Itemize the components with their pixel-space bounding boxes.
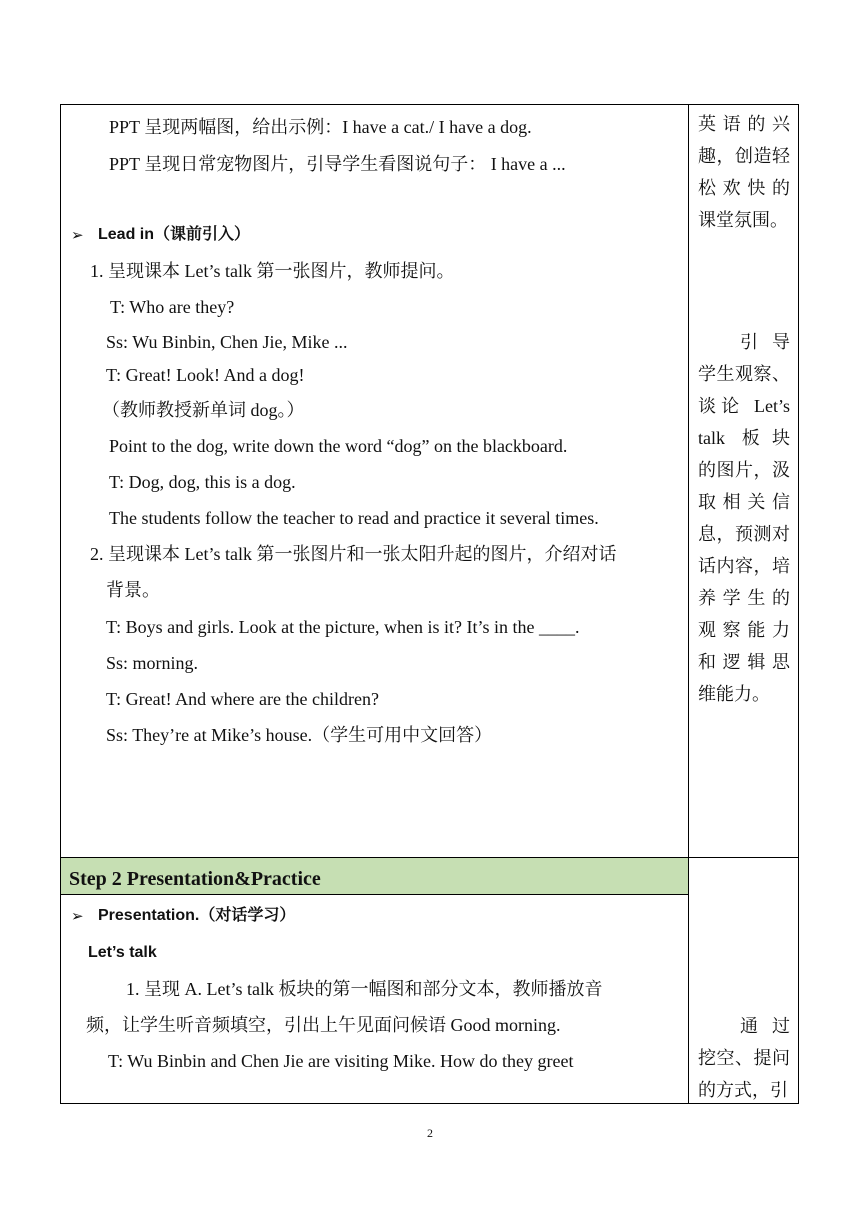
text-line: 背景。 <box>106 580 160 600</box>
arrow-bullet-icon: ➢ <box>71 226 84 244</box>
note-line: 松欢快的 <box>698 178 790 198</box>
text-line: T: Wu Binbin and Chen Jie are visiting Mike. How do they greet <box>108 1051 574 1071</box>
text-line: PPT 呈现日常宠物图片，引导学生看图说句子： I have a ... <box>109 154 566 174</box>
text-line: Ss: morning. <box>106 653 199 673</box>
column-divider <box>688 104 689 1104</box>
note-line: 维能力。 <box>698 684 770 704</box>
text-line: Ss: They’re at Mike’s house.（学生可用中文回答） <box>106 725 493 745</box>
note-line: 话内容，培 <box>698 556 790 576</box>
section-heading: Lead in（课前引入） <box>98 226 251 243</box>
note-line: talk 板块 <box>698 428 790 448</box>
subsection-heading: Let’s talk <box>88 944 157 961</box>
note-line: 养学生的 <box>698 588 790 608</box>
note-line: 取相关信 <box>698 492 790 512</box>
text-line: 1. 呈现 A. Let’s talk 板块的第一幅图和部分文本，教师播放音 <box>126 979 603 999</box>
text-line: The students follow the teacher to read and practice it several times. <box>109 508 599 528</box>
note-line: 学生观察、 <box>698 364 790 384</box>
section-heading: Presentation.（对话学习） <box>98 907 296 924</box>
table-left-border <box>60 104 61 1104</box>
text-line: （教师教授新单词 dog。） <box>102 400 305 420</box>
note-block <box>698 1010 790 1106</box>
table-right-border <box>798 104 799 1104</box>
note-line: 和逻辑思 <box>698 652 790 672</box>
text-line: 频，让学生听音频填空，引出上午见面问候语 Good morning. <box>86 1015 561 1035</box>
note-block <box>698 326 790 710</box>
text-line: 1. 呈现课本 Let’s talk 第一张图片，教师提问。 <box>90 261 455 281</box>
note-line: 息，预测对 <box>698 524 790 544</box>
note-line: 谈论 Let’s <box>698 396 790 416</box>
note-block <box>698 108 790 236</box>
lesson-plan-table <box>60 104 799 1104</box>
text-line: 2. 呈现课本 Let’s talk 第一张图片和一张太阳升起的图片，介绍对话 <box>90 544 617 564</box>
note-line: 挖空、提问 <box>698 1048 790 1068</box>
note-line: 观察能力 <box>698 620 790 640</box>
note-line: 的图片，汲 <box>698 460 790 480</box>
note-line: 引导 <box>740 332 790 352</box>
page-number: 2 <box>427 1126 433 1140</box>
note-line: 的方式，引 <box>698 1080 788 1100</box>
note-line: 英语的兴 <box>698 114 790 134</box>
step-title: Step 2 Presentation&Practice <box>69 868 321 890</box>
arrow-bullet-icon: ➢ <box>71 907 84 925</box>
text-line: T: Great! And where are the children? <box>106 689 379 709</box>
text-line: T: Who are they? <box>110 297 235 317</box>
text-line: Point to the dog, write down the word “dog” on the blackboard. <box>109 436 568 456</box>
text-line: Ss: Wu Binbin, Chen Jie, Mike ... <box>106 332 348 352</box>
note-line: 通过 <box>740 1016 790 1036</box>
text-line: T: Boys and girls. Look at the picture, when is it? It’s in the ____. <box>106 617 580 637</box>
text-line: PPT 呈现两幅图，给出示例：I have a cat./ I have a dog. <box>109 117 532 137</box>
note-line: 趣，创造轻 <box>698 146 790 166</box>
note-line: 课堂氛围。 <box>698 210 788 230</box>
step-header-bottom-border <box>60 894 689 895</box>
text-line: T: Great! Look! And a dog! <box>106 365 305 385</box>
text-line: T: Dog, dog, this is a dog. <box>109 472 296 492</box>
